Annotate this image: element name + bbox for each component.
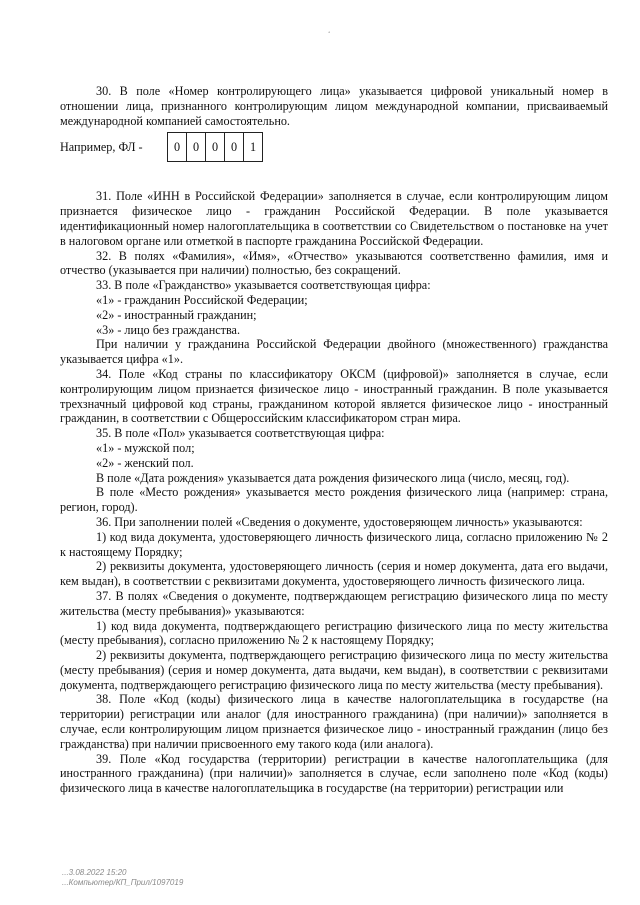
- list-item: 2) реквизиты документа, удостоверяющего личность (серия и номер документа, дата его выдачи, кем выдан), в соответствии с реквизитами документа, удостоверяющего личность физического лица.: [60, 559, 608, 589]
- paragraph-34: 34. Поле «Код страны по классификатору ОКСМ (цифровой)» заполняется в случае, если контролирующим лицом признается физическое лицо - иностранный гражданин. В поле указывается трехзначный цифровой код страны, гражданином которой является физическое лицо - иностранный гражданин, в соответствии с Общероссийским классификатором стран мира.: [60, 366, 608, 426]
- paragraph-birth-date: В поле «Дата рождения» указывается дата рождения физического лица (число, месяц, год).: [96, 470, 570, 485]
- paragraph-35: 35. В поле «Пол» указывается соответствующая цифра:: [96, 426, 385, 441]
- paragraph-39: 39. Поле «Код государства (территории) регистрации в качестве налогоплательщика (для иностранного гражданина) (при наличии)» заполняется в случае, если заполнено поле «Код (коды) физического лица в качестве налогоплательщика в государстве (на территории) регистрации или: [60, 751, 608, 796]
- footer-line: ...3.08.2022 15:20: [62, 868, 127, 877]
- list-item: «3» - лицо без гражданства.: [96, 322, 241, 337]
- list-item: «1» - гражданин Российской Федерации;: [96, 292, 308, 307]
- list-item: 2) реквизиты документа, подтверждающего регистрацию физического лица по месту жительства (месту пребывания) (серия и номер документа, дата выдачи, кем выдан), в соответствии с реквизитами документа, подтверждающего регистрацию физического лица по месту жительства (месту пребывания).: [60, 648, 608, 692]
- document-body: [60, 84, 608, 796]
- list-item: «1» - мужской пол;: [96, 440, 195, 455]
- paragraph-37: 37. В полях «Сведения о документе, подтверждающем регистрацию физического лица по месту жительства (месту пребывания)» указываются:: [60, 588, 608, 618]
- list-item: «2» - женский пол.: [96, 455, 194, 470]
- paragraph-38: 38. Поле «Код (коды) физического лица в качестве налогоплательщика в государстве (на территории) регистрации или аналог (для иностранного гражданина) (при наличии)» заполняется в случае, если контролирующим лицом признается физическое лицо - иностранный гражданин (лицо без гражданства) при наличии присвоенного ему такого кода (или аналога).: [60, 692, 608, 751]
- digit-box: 0: [225, 133, 244, 161]
- example-digit-boxes: [167, 132, 263, 162]
- example-row: [60, 132, 608, 162]
- paragraph-birth-place: В поле «Место рождения» указывается место рождения физического лица (например: страна, регион, город).: [60, 485, 608, 515]
- paragraph-30: 30. В поле «Номер контролирующего лица» указывается цифровой уникальный номер в отношении лица, признанного контролирующим лицом международной компании, присваиваемый международной компанией самостоятельно.: [60, 84, 608, 128]
- digit-box: 1: [249, 139, 257, 154]
- paragraph-33: 33. В поле «Гражданство» указывается соответствующая цифра:: [96, 278, 431, 293]
- paragraph-36: 36. При заполнении полей «Сведения о документе, удостоверяющем личность» указываются:: [96, 514, 583, 529]
- list-item: 1) код вида документа, удостоверяющего личность физического лица, согласно приложению № 2 к настоящему Порядку;: [60, 529, 608, 559]
- paragraph-32: 32. В полях «Фамилия», «Имя», «Отчество» указываются соответственно фамилия, имя и отчество (указывается при наличии) полностью, без сокращений.: [60, 248, 608, 278]
- footer-line: ...Компьютер/КП_Прил/1097019: [62, 878, 184, 887]
- list-item: «2» - иностранный гражданин;: [96, 307, 257, 322]
- paragraph-33-note: При наличии у гражданина Российской Федерации двойного (множественного) гражданства указывается цифра «1».: [60, 337, 608, 367]
- paragraph-31: 31. Поле «ИНН в Российской Федерации» заполняется в случае, если контролирующим лицом признается физическое лицо - гражданин Российской Федерации. В поле указывается идентификационный номер налогоплательщика в соответствии со Свидетельством о постановке на учет в налоговом органе или отметкой в паспорте гражданина Российской Федерации.: [60, 189, 608, 248]
- list-item: 1) код вида документа, подтверждающего регистрацию физического лица по месту жительства (месту пребывания), согласно приложению № 2 к настоящему Порядку;: [60, 618, 608, 648]
- example-label: Например, ФЛ -: [60, 139, 143, 154]
- digit-box: 0: [187, 133, 206, 161]
- scan-footer: [62, 868, 183, 888]
- scan-mark: ‘: [328, 30, 331, 38]
- digit-box: 0: [206, 133, 225, 161]
- digit-box: 0: [168, 133, 187, 161]
